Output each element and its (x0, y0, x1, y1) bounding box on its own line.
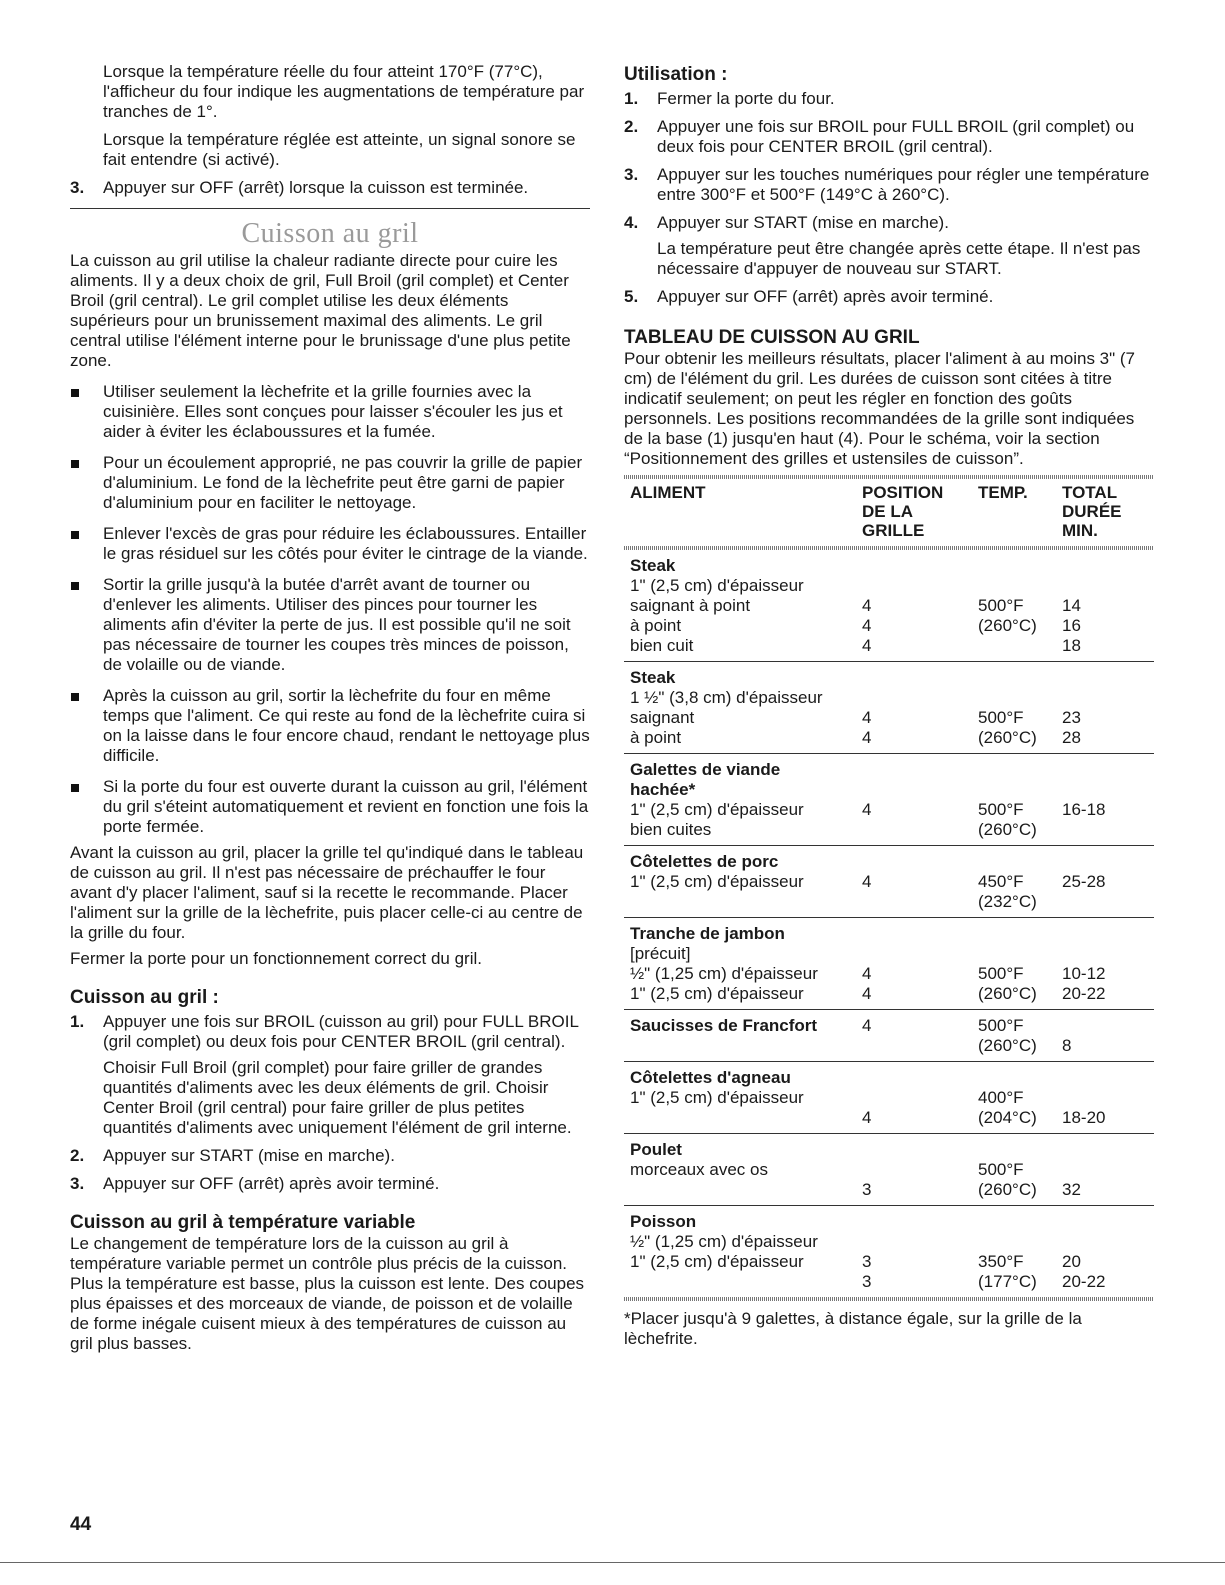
position-cell-value: 4 (862, 616, 872, 635)
broil-intro-paragraph: La cuisson au gril utilise la chaleur radiante directe pour cuire les aliments. Il y a deux choix de gril, Full Broil (gril complet) et Center Broil (gril central). Le gril complet utilise les deux éléments supérieurs pour un brunissement maximal des aliments. Le gril central utilise l'élément interne pour le brunissage d'une plus petite zone. (70, 251, 571, 370)
time-cell-value: 18-20 (1062, 1108, 1106, 1127)
list-item (70, 777, 590, 837)
step-number: 1. (70, 1012, 85, 1031)
step-text: Appuyer une fois sur BROIL pour FULL BROIL (gril complet) ou deux fois pour CENTER BROIL (gril central). (657, 117, 1135, 156)
time-cell-value (1062, 1016, 1154, 1036)
temp-cell-value (978, 636, 1062, 656)
step-number: 3. (70, 1174, 85, 1193)
position-cell-value: 4 (862, 800, 872, 819)
table-row (624, 1206, 1154, 1298)
position-cell-value (862, 820, 978, 840)
step-text: Appuyer sur OFF (arrêt) après avoir terminé. (103, 1174, 440, 1193)
temp-cell-value: (260°C) (978, 616, 1037, 635)
table-row (624, 754, 1154, 846)
temp-cell-value (978, 944, 1062, 964)
food-name: Côtelettes de porc (630, 852, 779, 871)
food-detail: bien cuit (630, 636, 694, 655)
position-cell-value (862, 1232, 978, 1252)
broil-door-paragraph: Fermer la porte pour un fonctionnement correct du gril. (70, 949, 482, 968)
page-number: 44 (70, 1514, 92, 1535)
temp-cell (978, 846, 1062, 918)
food-detail: 1" (2,5 cm) d'épaisseur (630, 1252, 804, 1271)
list-item (70, 686, 590, 766)
temp-cell-value: 500°F (978, 1160, 1024, 1179)
food-detail: 1" (2,5 cm) d'épaisseur (630, 872, 804, 891)
temp-cell (978, 918, 1062, 1010)
time-cell-value: 14 (1062, 596, 1081, 615)
temp-cell-value: (260°C) (978, 728, 1037, 747)
time-cell-value: 20-22 (1062, 1272, 1106, 1291)
bullet-square-icon (70, 382, 103, 442)
time-cell (1062, 662, 1154, 754)
temp-cell-value (978, 576, 1062, 596)
food-name: Tranche de jambon (630, 924, 785, 943)
time-cell (1062, 1134, 1154, 1206)
food-cell (624, 1134, 862, 1206)
temp-cell-value: 500°F (978, 708, 1024, 727)
step-text: Appuyer une fois sur BROIL (cuisson au gril) pour FULL BROIL (gril complet) ou deux fois pour CENTER BROIL (gril central). (103, 1012, 579, 1051)
header-position: POSITION DE LA GRILLE (862, 483, 944, 540)
step-number: 1. (624, 89, 639, 108)
position-cell-value: 4 (862, 964, 872, 983)
position-cell-value (862, 892, 978, 912)
bullet-square-icon (70, 453, 103, 513)
time-cell-value: 23 (1062, 708, 1081, 727)
left-column (70, 62, 590, 1354)
step-3 (624, 165, 1154, 205)
step-number: 5. (624, 287, 639, 306)
food-name: Poisson (630, 1212, 697, 1231)
position-cell-value (862, 944, 978, 964)
position-cell-value (862, 688, 978, 708)
food-detail (630, 892, 862, 912)
food-cell (624, 846, 862, 918)
step-text: Fermer la porte du four. (657, 89, 835, 108)
time-cell (1062, 754, 1154, 846)
position-cell-value: 4 (862, 1108, 872, 1127)
food-name: Côtelettes d'agneau (630, 1068, 791, 1087)
table-row (624, 846, 1154, 918)
table-header-row (624, 479, 1154, 546)
food-detail: 1" (2,5 cm) d'épaisseur (630, 1088, 804, 1107)
broil-table-title: TABLEAU DE CUISSON AU GRIL (624, 327, 920, 348)
food-name: Galettes de viande (630, 760, 781, 779)
time-cell (1062, 846, 1154, 918)
step-3 (70, 178, 590, 198)
food-detail: à point (630, 616, 682, 635)
position-cell (862, 550, 978, 662)
position-cell-value: 4 (862, 872, 872, 891)
food-name: hachée* (630, 780, 696, 799)
list-item-text: Utiliser seulement la lèchefrite et la grille fournies avec la cuisinière. Elles sont conçues pour laisser s'écouler les jus et aider à éviter les éclaboussures et la fumée. (103, 382, 563, 441)
position-cell-value (862, 576, 978, 596)
temp-cell-value: 350°F (978, 1252, 1024, 1271)
time-cell-value (1062, 688, 1154, 708)
time-cell-value: 20-22 (1062, 984, 1106, 1003)
usage-subheading: Utilisation : (624, 64, 728, 85)
food-cell (624, 662, 862, 754)
table-row (624, 918, 1154, 1010)
position-cell-value: 3 (862, 1180, 872, 1199)
temp-cell-value: (232°C) (978, 892, 1037, 911)
temp-cell-value: (260°C) (978, 820, 1037, 839)
position-cell (862, 754, 978, 846)
temp-cell (978, 550, 1062, 662)
time-cell-value (1062, 820, 1154, 840)
food-detail: 1 ½" (3,8 cm) d'épaisseur (630, 688, 823, 707)
step-2 (624, 117, 1154, 157)
position-cell-value (862, 1088, 978, 1108)
time-cell-value: 16 (1062, 616, 1081, 635)
food-name: Poulet (630, 1140, 682, 1159)
time-cell (1062, 1062, 1154, 1134)
temp-cell-value: (204°C) (978, 1108, 1037, 1127)
temp-cell (978, 1062, 1062, 1134)
temp-cell-value: 450°F (978, 872, 1024, 891)
temp-cell-value: 500°F (978, 596, 1024, 615)
position-cell (862, 1062, 978, 1134)
position-cell (862, 1134, 978, 1206)
position-cell-value (862, 1160, 978, 1180)
list-item (70, 524, 590, 564)
position-cell-value (862, 1036, 978, 1056)
position-cell (862, 846, 978, 918)
bullet-square-icon (70, 524, 103, 564)
time-cell-value: 16-18 (1062, 800, 1106, 819)
page-bottom-rule (0, 1562, 1225, 1563)
list-item (70, 453, 590, 513)
food-detail: à point (630, 728, 682, 747)
broil-placement-paragraph: Avant la cuisson au gril, placer la grille tel qu'indiqué dans le tableau de cuisson au gril. Il n'est pas nécessaire de préchauffer le four avant d'y placer l'aliment, sauf si la recette le recommande. Placer l'aliment sur la grille de la lèchefrite, puis placer celle-ci au centre de la grille du four. (70, 843, 584, 942)
step-text: Appuyer sur OFF (arrêt) lorsque la cuisson est terminée. (103, 178, 529, 197)
table-row (624, 1134, 1154, 1206)
step-1 (624, 89, 1154, 109)
food-detail: 1" (2,5 cm) d'épaisseur (630, 984, 804, 1003)
list-item-text: Après la cuisson au gril, sortir la lèchefrite du four en même temps que l'aliment. Ce qui reste au fond de la lèchefrite cuira si on la laisse dans le four encore chaud, rendant le nettoyage plus difficile. (103, 686, 590, 765)
intro-paragraph-2: Lorsque la température réglée est atteinte, un signal sonore se fait entendre (si activé). (103, 130, 576, 169)
time-cell-value: 8 (1062, 1036, 1072, 1055)
temp-cell-value: 500°F (978, 964, 1024, 983)
temp-cell-value: 500°F (978, 800, 1024, 819)
step-text: Appuyer sur les touches numériques pour régler une température entre 300°F et 500°F (149°C à 260°C). (657, 165, 1150, 204)
step-3 (70, 1174, 590, 1194)
time-cell-value (1062, 1160, 1154, 1180)
step-number: 2. (70, 1146, 85, 1165)
position-cell-value: 4 (862, 636, 872, 655)
step-text: Appuyer sur START (mise en marche). (103, 1146, 395, 1165)
temp-cell-value: 500°F (978, 1016, 1024, 1035)
time-cell (1062, 1206, 1154, 1298)
food-cell (624, 754, 862, 846)
step-2 (70, 1146, 590, 1166)
list-item-text: Enlever l'excès de gras pour réduire les éclaboussures. Entailler le gras résiduel sur les côtés pour éviter le cintrage de la viande. (103, 524, 588, 563)
section-divider (70, 208, 590, 209)
food-detail: saignant (630, 708, 695, 727)
list-item (70, 575, 590, 675)
food-cell (624, 550, 862, 662)
food-detail: bien cuites (630, 820, 712, 839)
temp-cell (978, 1206, 1062, 1298)
intro-paragraph-1: Lorsque la température réelle du four atteint 170°F (77°C), l'afficheur du four indique les augmentations de température par tranches de 1°. (103, 62, 585, 121)
list-item-text: Pour un écoulement approprié, ne pas couvrir la grille de papier d'aluminium. Le fond de la lèchefrite peut être garni de papier d'aluminium pour en faciliter le nettoyage. (103, 453, 583, 512)
step-4 (624, 213, 1154, 233)
position-cell-value: 3 (862, 1252, 872, 1271)
list-item-text: Sortir la grille jusqu'à la butée d'arrêt avant de tourner ou d'enlever les aliments. Utiliser des pinces pour tourner les aliments afin d'éviter la perte de jus. Il est possible qu'il ne soit pas nécessaire de tourner les coupes très minces de poisson, de volaille ou de viande. (103, 575, 571, 674)
time-cell-value: 18 (1062, 636, 1081, 655)
step-number: 2. (624, 117, 639, 136)
table-footnote: *Placer jusqu'à 9 galettes, à distance égale, sur la grille de la lèchefrite. (624, 1309, 1082, 1348)
broil-tips-list (70, 382, 590, 837)
temp-cell-value: (177°C) (978, 1272, 1037, 1291)
variable-broil-paragraph: Le changement de température lors de la cuisson au gril à température variable permet un contrôle plus précis de la cuisson. Plus la température est basse, plus la cuisson est lente. Des coupes plus épaisses et des morceaux de viande, de poisson et de volaille de forme inégale cuisent mieux à des températures de cuisson au gril plus basses. (70, 1234, 585, 1353)
right-column (624, 64, 1154, 1349)
broil-steps (70, 1012, 590, 1194)
broil-subheading: Cuisson au gril : (70, 987, 219, 1008)
position-cell (862, 1010, 978, 1062)
step-note: La température peut être changée après cette étape. Il n'est pas nécessaire d'appuyer de nouveau sur START. (657, 239, 1141, 278)
temp-cell-value (978, 1232, 1062, 1252)
header-total: TOTAL DURÉE MIN. (1062, 483, 1122, 540)
variable-broil-subheading: Cuisson au gril à température variable (70, 1212, 416, 1233)
temp-cell (978, 1134, 1062, 1206)
food-cell (624, 1010, 862, 1062)
temp-cell-value: (260°C) (978, 1180, 1037, 1199)
temp-cell-value: (260°C) (978, 1036, 1037, 1055)
table-row (624, 550, 1154, 662)
time-cell-value: 32 (1062, 1180, 1081, 1199)
temp-cell-value: 400°F (978, 1088, 1024, 1107)
position-cell-value: 4 (862, 708, 872, 727)
bullet-square-icon (70, 686, 103, 766)
time-cell-value (1062, 892, 1154, 912)
bullet-square-icon (70, 777, 103, 837)
broil-chart-table (624, 479, 1154, 1297)
table-row (624, 1010, 1154, 1062)
food-detail: ½" (1,25 cm) d'épaisseur (630, 1232, 818, 1251)
bullet-square-icon (70, 575, 103, 675)
step-number: 3. (624, 165, 639, 184)
table-row (624, 662, 1154, 754)
position-cell-value: 4 (862, 984, 872, 1003)
food-name: Steak (630, 556, 676, 575)
time-cell (1062, 918, 1154, 1010)
food-detail: morceaux avec os (630, 1160, 768, 1179)
broil-table-intro: Pour obtenir les meilleurs résultats, placer l'aliment à au moins 3" (7 cm) de l'élément du gril. Les durées de cuisson sont citées à titre indicatif seulement; on peut les régler en fonction des goûts personnels. Les positions recommandées de la grille sont indiquées de la base (1) jusqu'en haut (4). Pour le schéma, voir la section “Positionnement des grilles et ustensiles de cuisson”. (624, 349, 1136, 468)
time-cell-value: 10-12 (1062, 964, 1106, 983)
temp-cell-value: (260°C) (978, 984, 1037, 1003)
temp-cell (978, 1010, 1062, 1062)
food-name: Saucisses de Francfort (630, 1016, 818, 1035)
food-cell (624, 1206, 862, 1298)
food-detail: 1" (2,5 cm) d'épaisseur (630, 800, 804, 819)
food-detail: ½" (1,25 cm) d'épaisseur (630, 964, 818, 983)
usage-steps (624, 89, 1154, 307)
time-cell (1062, 550, 1154, 662)
step-number: 4. (624, 213, 639, 232)
position-cell (862, 662, 978, 754)
step-1 (70, 1012, 590, 1052)
time-cell-value (1062, 944, 1154, 964)
list-item-text: Si la porte du four est ouverte durant la cuisson au gril, l'élément du gril s'éteint automatiquement et revient en fonction une fois la porte fermée. (103, 777, 589, 836)
temp-cell (978, 754, 1062, 846)
table-bottom-rule (624, 1297, 1154, 1301)
time-cell-value: 25-28 (1062, 872, 1106, 891)
temp-cell-value (978, 688, 1062, 708)
time-cell-value: 20 (1062, 1252, 1081, 1271)
step-note: Choisir Full Broil (gril complet) pour faire griller de grandes quantités d'aliments avec les deux éléments de gril. Choisir Center Broil (gril central) pour faire griller de plus petites quantités d'aliments avec uniquement l'élément de gril interne. (103, 1058, 572, 1137)
step-number: 3. (70, 178, 85, 197)
header-aliment: ALIMENT (630, 483, 706, 502)
position-cell (862, 1206, 978, 1298)
time-cell-value (1062, 576, 1154, 596)
time-cell-value (1062, 1232, 1154, 1252)
time-cell-value: 28 (1062, 728, 1081, 747)
food-detail: [précuit] (630, 944, 691, 963)
position-cell-value: 4 (862, 1016, 872, 1035)
food-detail: saignant à point (630, 596, 751, 615)
position-cell-value: 4 (862, 596, 872, 615)
step-text: Appuyer sur OFF (arrêt) après avoir terminé. (657, 287, 994, 306)
time-cell-value (1062, 1088, 1154, 1108)
food-cell (624, 1062, 862, 1134)
step-5 (624, 287, 1154, 307)
list-item (70, 382, 590, 442)
position-cell-value: 4 (862, 728, 872, 747)
step-text: Appuyer sur START (mise en marche). (657, 213, 949, 232)
position-cell-value: 3 (862, 1272, 872, 1291)
temp-cell (978, 662, 1062, 754)
section-title: Cuisson au gril (241, 218, 419, 249)
position-cell (862, 918, 978, 1010)
table-row (624, 1062, 1154, 1134)
time-cell (1062, 1010, 1154, 1062)
food-detail: 1" (2,5 cm) d'épaisseur (630, 576, 804, 595)
header-temp: TEMP. (978, 483, 1028, 502)
food-name: Steak (630, 668, 676, 687)
food-cell (624, 918, 862, 1010)
